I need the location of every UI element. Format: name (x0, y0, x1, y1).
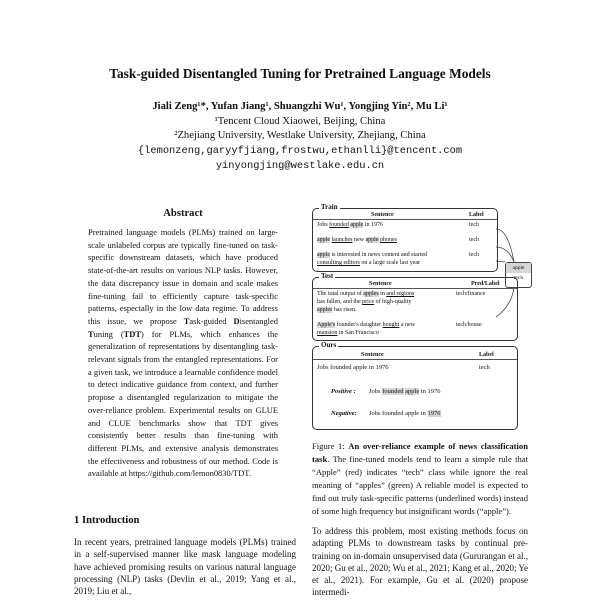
abstract-body: Pretrained language models (PLMs) trained on large-scale unlabeled corpus are typically fine-tuned on task-specific downstream datasets, which have produced state-of-the-art results on various NLP tasks. However, the data discrepancy issue in domain and scale makes fine-tuning fail to efficiently capture task-specific patterns, especially in the low data regime. To address this issue, we propose Task-guided Disentangled Tuning (TDT) for PLMs, which enhances the generalization of representations by disentangling task-relevant signals from the entangled representations. For a given task, we introduce a learnable confidence model to detect indicative guidance from context, and further propose a disentangled regularization to mitigate the over-reliance problem. Experimental results on GLUE and CLUE benchmarks show that TDT gives consistently better results than fine-tuning with different PLMs, and extensive analysis demonstrates the effectiveness and robustness of our method. Code is available at https://github.com/lemon0830/TDT. (88, 227, 278, 479)
section-heading-introduction: 1 Introduction (74, 515, 140, 526)
author-list: Jiali Zeng¹*, Yufan Jiang¹, Shuangzhi Wu¹, Yongjing Yin², Mu Li¹ (152, 101, 448, 112)
train-row-3: apple is interested in news content and started consulting editors on a large scale last year (317, 252, 428, 267)
test-row-2-label: tech/house (456, 322, 482, 328)
test-col-sentence: Sentence (369, 281, 392, 287)
train-panel-title: Train (321, 203, 338, 211)
train-col-label: Label (469, 212, 484, 218)
ours-panel-title: Ours (321, 341, 337, 349)
test-row-1: The total output of apples in and regions has fallen, and the price of high-quality apples has risen. (317, 291, 415, 314)
test-panel (312, 272, 518, 341)
positive-label: Positive : (331, 388, 356, 395)
test-row-1-label: tech/finance (456, 291, 486, 297)
ours-row-label: tech (479, 364, 490, 371)
affiliation-2: ²Zhejiang University, Westlake University, Zhejiang, China (174, 130, 426, 141)
train-row-1: Jobs founded apple in 1976 (317, 222, 384, 228)
figure-caption: Figure 1: An over-reliance example of news classification task. The fine-tuned models tend to learn a simple rule that “Apple” (red) indicates “tech” class while ignore the real meaning of “apples” (green) A reliable model is expected to find out truly task-specific patterns (underlined words) instead of some high frequency but insignificant words (“apple”). (312, 441, 528, 516)
introduction-text: In recent years, pretrained language models (PLMs) trained in a self-supervised manner like mask language modeling have achieved promising results on various natural language processing (NLP) tasks (Devlin et al., 2019; Yang et al., 2019; Liu et al., (74, 537, 296, 597)
negative-example: Jobs founded apple in 1976 (369, 410, 441, 417)
train-row-3-label: tech (469, 252, 479, 258)
test-row-2: Apple's founder's daughter bought a new mansion in San Francisco (317, 322, 416, 337)
negative-label: Negative: (331, 410, 357, 417)
ours-col-label: Label (479, 352, 494, 358)
abstract-heading: Abstract (163, 208, 203, 219)
paper-title: Task-guided Disentangled Tuning for Pretrained Language Models (109, 66, 491, 81)
train-row-2-label: tech (469, 237, 479, 243)
positive-example: Jobs founded apple in 1976 (369, 388, 441, 395)
ours-row: Jobs founded apple in 1976 (317, 364, 389, 371)
train-panel (312, 203, 498, 272)
train-row-1-label: tech (469, 222, 479, 228)
email-line-2: yinyongjing@westlake.edu.cn (215, 160, 385, 172)
email-line-1: {lemonzeng,garyyfjiang,frostwu,ethanlli}@tencent.com (137, 145, 463, 157)
ours-col-sentence: Sentence (361, 352, 384, 358)
affiliation-1: ¹Tencent Cloud Xiaowei, Beijing, China (214, 116, 386, 127)
learned-rule-node: apple tech (505, 262, 532, 288)
ours-panel (312, 341, 518, 430)
right-column-paragraph: To address this problem, most existing methods focus on adapting PLMs to downstream tasks by continual pre-training on in-domain unsupervised data (Gururangan et al., 2020; Gu et al., 2020; Wu et al., 2021; Kang et al., 2020; Ye et al., 2021). For example, Gu et al. (2020) propose intermedi- (312, 526, 528, 598)
test-col-label: Pred/Label (471, 281, 500, 287)
train-col-sentence: Sentence (371, 212, 394, 218)
test-panel-title: Test (321, 272, 334, 280)
train-row-2: apple launches new apple phones (317, 237, 397, 243)
